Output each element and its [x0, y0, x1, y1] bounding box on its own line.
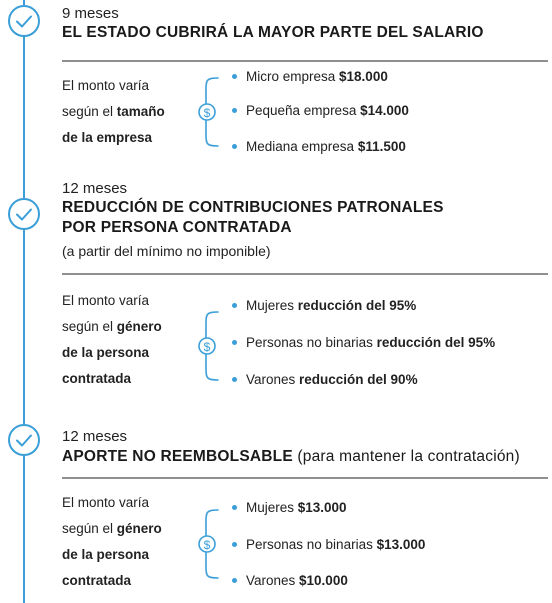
list-item: Mujeres $13.000 — [232, 500, 347, 515]
list-item: Varones reducción del 90% — [232, 372, 418, 387]
list-item: Personas no binarias $13.000 — [232, 537, 425, 552]
bullet-icon — [232, 340, 237, 345]
list-item: Pequeña empresa $14.000 — [232, 103, 409, 118]
bullet-icon — [232, 144, 237, 149]
section-duration: 12 meses — [62, 180, 128, 197]
bullet-icon — [232, 74, 237, 79]
timeline-line — [23, 0, 25, 603]
amount-description: El monto varía según el género de la persona contratada — [62, 293, 162, 386]
section-title: REDUCCIÓN DE CONTRIBUCIONES PATRONALES — [62, 199, 444, 216]
divider — [62, 60, 548, 62]
bullet-icon — [232, 542, 237, 547]
section-title: APORTE NO REEMBOLSABLE (para mantener la contratación) — [62, 448, 520, 465]
list-item: Mujeres reducción del 95% — [232, 298, 416, 313]
brace-icon — [192, 504, 222, 584]
check-circle-icon — [7, 197, 41, 231]
bullet-icon — [232, 108, 237, 113]
brace-icon — [192, 72, 222, 152]
check-circle-icon — [7, 4, 41, 38]
svg-text:$: $ — [203, 538, 211, 552]
brace-icon — [192, 306, 222, 386]
amount-description: El monto varía según el tamaño de la empresa — [62, 78, 165, 145]
divider — [62, 477, 548, 479]
section-title: EL ESTADO CUBRIRÁ LA MAYOR PARTE DEL SALARIO — [62, 24, 484, 41]
bullet-icon — [232, 303, 237, 308]
list-item: Mediana empresa $11.500 — [232, 139, 406, 154]
section-duration: 9 meses — [62, 5, 119, 22]
section-duration: 12 meses — [62, 428, 128, 445]
section-note: (a partir del mínimo no imponible) — [62, 243, 271, 259]
bullet-icon — [232, 377, 237, 382]
list-item: Personas no binarias reducción del 95% — [232, 335, 495, 350]
amount-description: El monto varía según el género de la persona contratada — [62, 495, 162, 588]
bullet-icon — [232, 505, 237, 510]
list-item: Micro empresa $18.000 — [232, 69, 388, 84]
bullet-icon — [232, 578, 237, 583]
check-circle-icon — [7, 423, 41, 457]
list-item: Varones $10.000 — [232, 573, 348, 588]
divider — [62, 273, 548, 275]
svg-text:$: $ — [203, 340, 211, 354]
section-title-continued: POR PERSONA CONTRATADA — [62, 219, 292, 236]
svg-text:$: $ — [203, 106, 211, 120]
